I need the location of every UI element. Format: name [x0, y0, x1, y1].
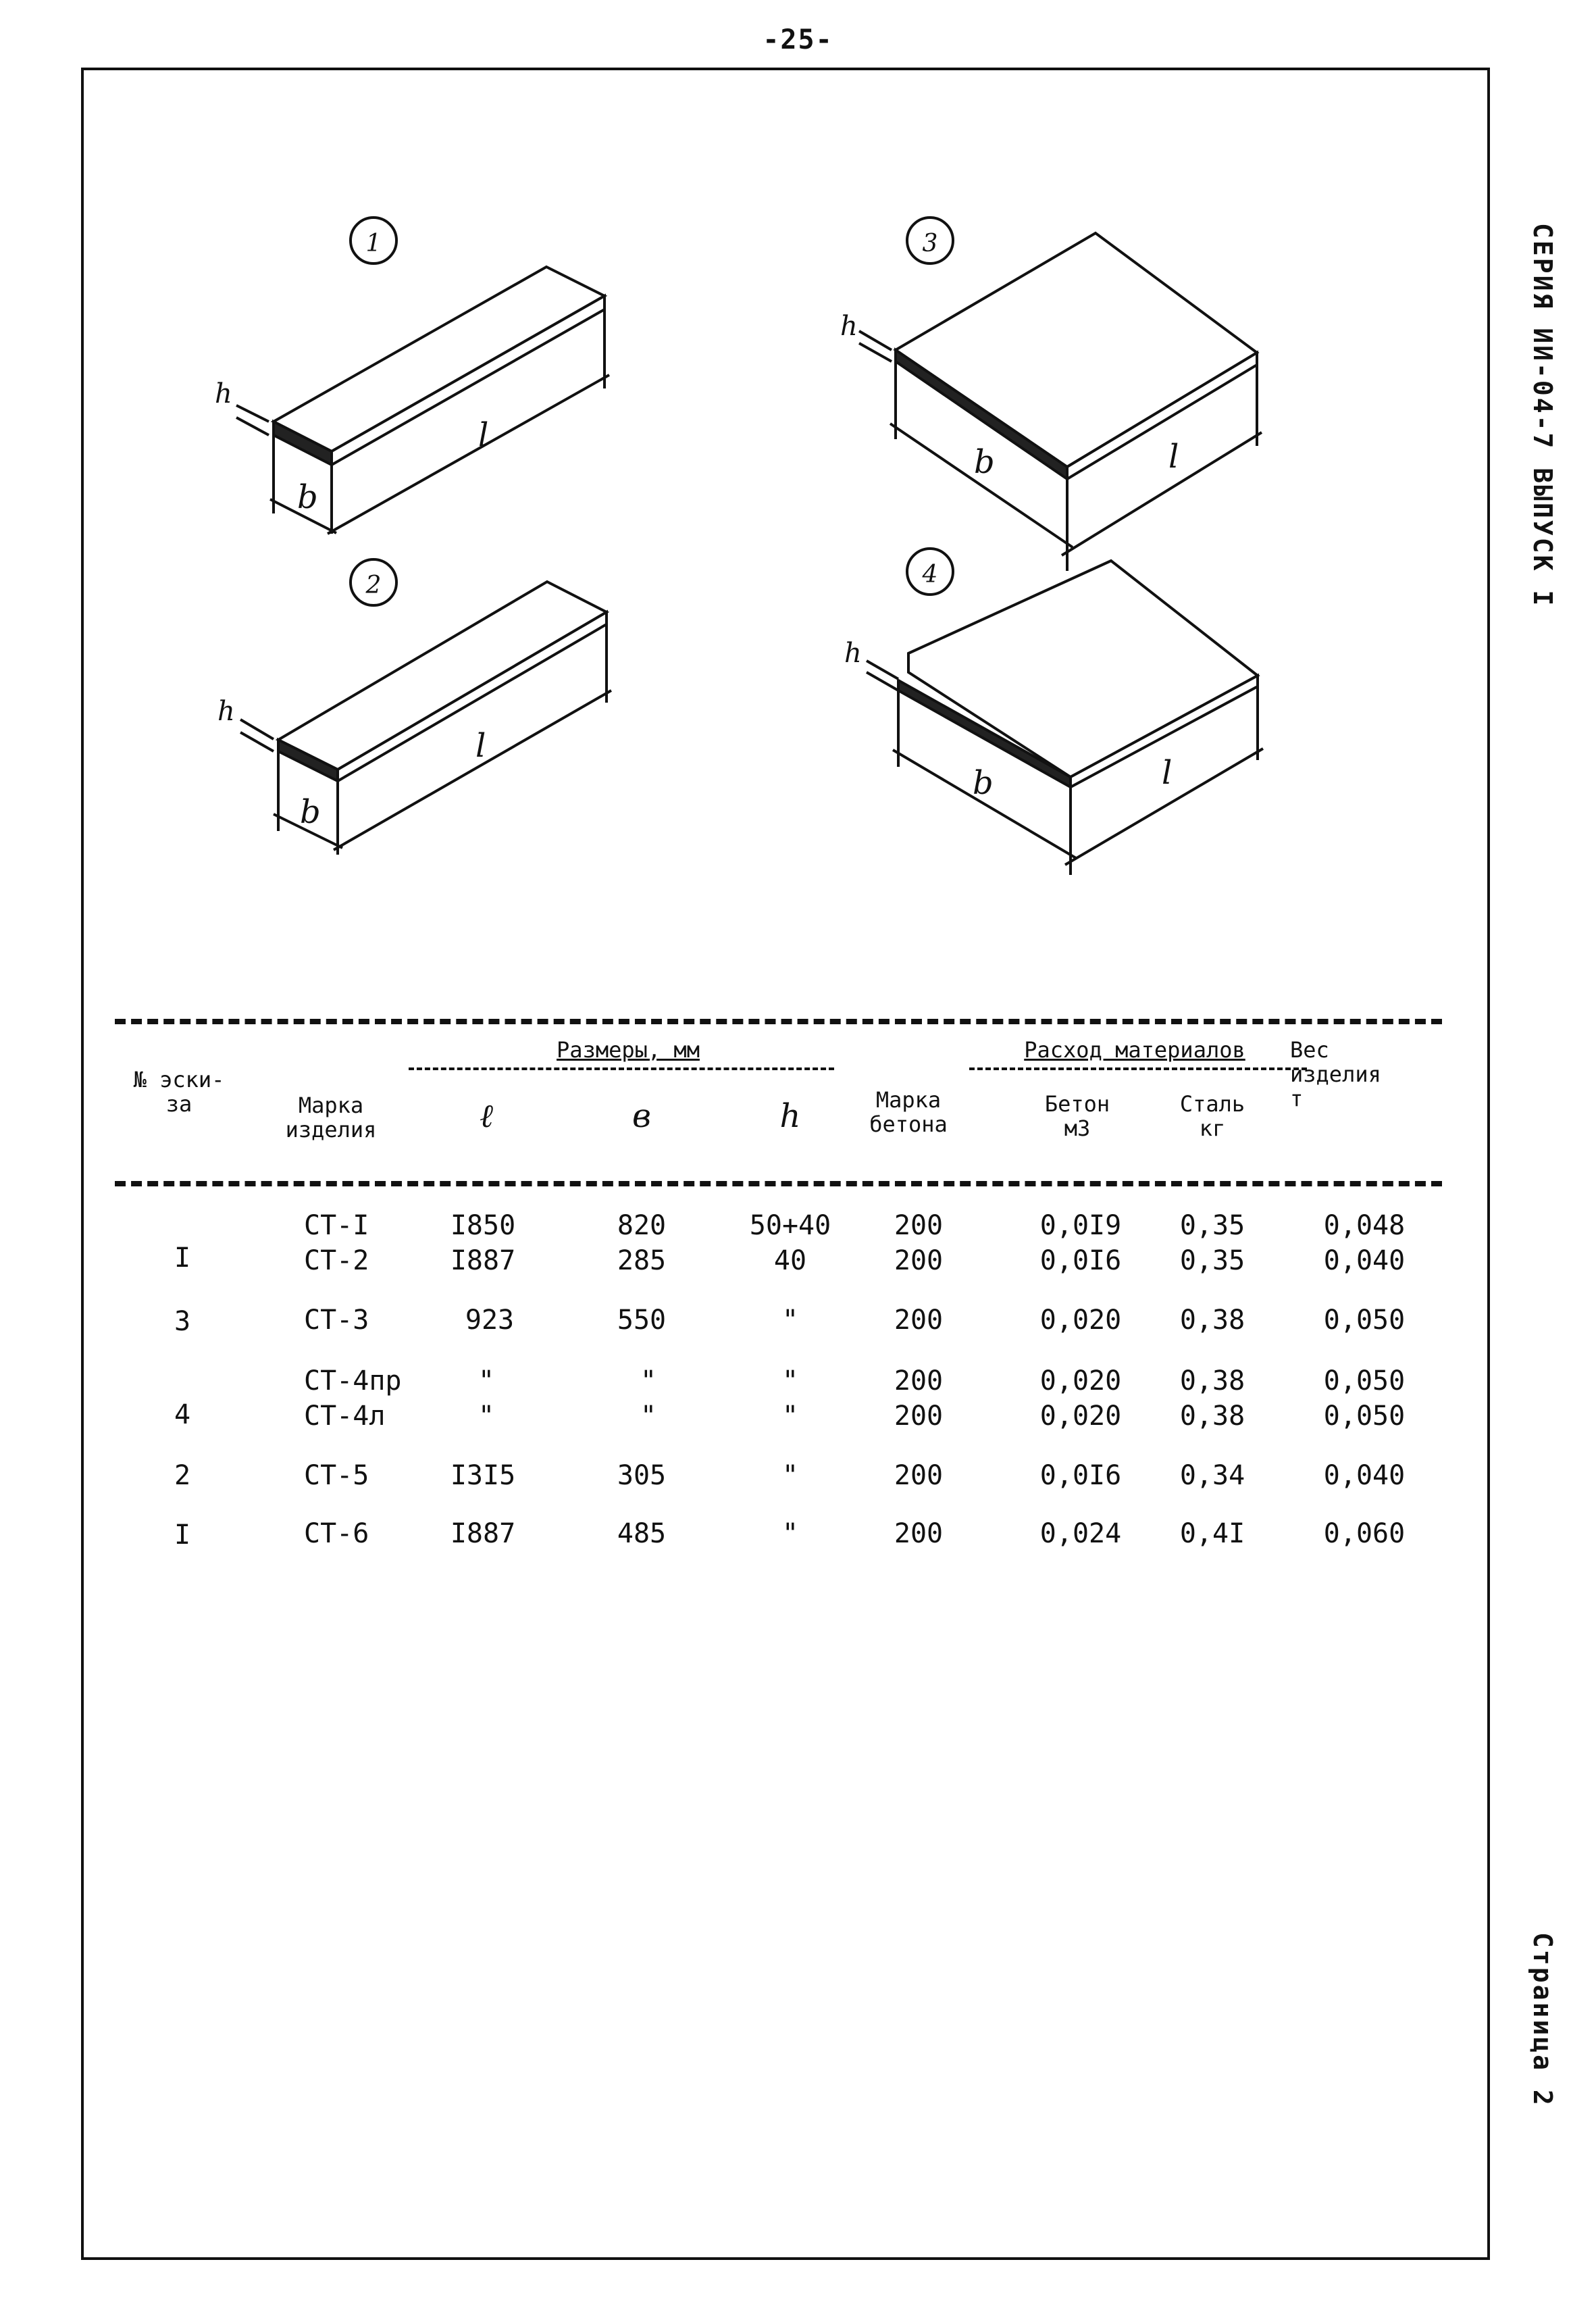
dim-l: 923 — [465, 1305, 515, 1336]
header-steel: Сталь кг — [1179, 1091, 1245, 1141]
sketch-4-h: h — [844, 638, 862, 669]
header-dim-l: ℓ — [480, 1097, 493, 1135]
mark: СТ-3 — [304, 1305, 369, 1336]
dim-b: 485 — [617, 1518, 667, 1549]
dim-l: " — [478, 1401, 495, 1432]
header-sketch-no: № эски- за — [133, 1067, 225, 1117]
concrete-mark: 200 — [894, 1245, 944, 1276]
header-concrete-mark: Марка бетона — [869, 1087, 948, 1137]
concrete-mark: 200 — [894, 1518, 944, 1549]
mark: СТ-4пр — [304, 1365, 402, 1397]
dim-l: " — [478, 1365, 495, 1397]
series-title: СЕРИЯ ИИ-04-7 ВЫПУСК I — [1528, 223, 1558, 608]
sketch-1-slab — [236, 267, 609, 534]
dimensions-group-rule — [409, 1067, 834, 1070]
materials-group-rule — [969, 1067, 1307, 1070]
sketch-4-b: b — [973, 764, 994, 802]
concrete-volume: 0,020 — [1039, 1305, 1122, 1336]
sheet-label: Страница 2 — [1528, 1932, 1558, 2107]
concrete-volume: 0,020 — [1039, 1365, 1122, 1397]
dim-l: I887 — [450, 1245, 516, 1276]
sketch-3-b: b — [974, 443, 995, 481]
header-materials-group: Расход материалов — [1024, 1037, 1245, 1063]
sketch-number: 3 — [174, 1306, 191, 1337]
sketch-number: I — [174, 1519, 191, 1551]
steel-mass: 0,4I — [1179, 1518, 1245, 1549]
dim-b: 305 — [617, 1460, 667, 1491]
concrete-volume: 0,0I9 — [1039, 1210, 1122, 1241]
header-concrete: Бетон м3 — [1044, 1091, 1110, 1141]
sketch-3-h: h — [840, 311, 858, 342]
sketch-2-l: l — [475, 727, 486, 765]
sketch-4-number: 4 — [922, 561, 938, 588]
dim-l: I850 — [450, 1210, 516, 1241]
sketch-4-l: l — [1162, 754, 1173, 792]
concrete-mark: 200 — [894, 1460, 944, 1491]
steel-mass: 0,35 — [1179, 1210, 1245, 1241]
sketch-3-l: l — [1168, 438, 1179, 476]
sketch-3-number: 3 — [922, 230, 938, 257]
page-number: -25- — [763, 24, 833, 55]
dim-h: " — [781, 1460, 799, 1491]
dim-h: " — [781, 1365, 799, 1397]
sketch-1-h: h — [215, 378, 232, 409]
weight: 0,040 — [1323, 1245, 1406, 1276]
mark: СТ-4л — [304, 1401, 386, 1432]
weight: 0,050 — [1323, 1401, 1406, 1432]
table-header-rule — [115, 1181, 1442, 1186]
concrete-volume: 0,020 — [1039, 1401, 1122, 1432]
header-dimensions-group: Размеры, мм — [557, 1037, 700, 1063]
header-dim-b: в — [632, 1097, 651, 1135]
dim-h: " — [781, 1401, 799, 1432]
header-weight: Вес изделия т — [1290, 1037, 1381, 1111]
dim-b: 550 — [617, 1305, 667, 1336]
mark: СТ-6 — [304, 1518, 369, 1549]
sketch-2-h: h — [217, 696, 235, 727]
concrete-mark: 200 — [894, 1401, 944, 1432]
sketch-number: 4 — [174, 1399, 191, 1430]
sketch-number: 2 — [174, 1460, 191, 1491]
mark: СТ-5 — [304, 1460, 369, 1491]
header-mark: Марка изделия — [285, 1092, 377, 1142]
sketch-2-slab — [240, 582, 611, 855]
weight: 0,060 — [1323, 1518, 1406, 1549]
weight: 0,050 — [1323, 1305, 1406, 1336]
sketch-2-number: 2 — [365, 572, 382, 599]
mark: СТ-I — [304, 1210, 369, 1241]
weight: 0,050 — [1323, 1365, 1406, 1397]
sketch-2-b: b — [300, 793, 321, 831]
concrete-mark: 200 — [894, 1210, 944, 1241]
dim-b: " — [640, 1365, 657, 1397]
concrete-volume: 0,0I6 — [1039, 1460, 1122, 1491]
steel-mass: 0,38 — [1179, 1401, 1245, 1432]
sketch-1-b: b — [297, 478, 318, 516]
dim-l: I887 — [450, 1518, 516, 1549]
concrete-mark: 200 — [894, 1305, 944, 1336]
dim-l: I3I5 — [450, 1460, 516, 1491]
dim-h: " — [781, 1305, 799, 1336]
steel-mass: 0,34 — [1179, 1460, 1245, 1491]
concrete-volume: 0,0I6 — [1039, 1245, 1122, 1276]
concrete-volume: 0,024 — [1039, 1518, 1122, 1549]
concrete-mark: 200 — [894, 1365, 944, 1397]
dim-h: 40 — [773, 1245, 807, 1276]
dim-h: " — [781, 1518, 799, 1549]
sketch-number: I — [174, 1242, 191, 1274]
sketch-4-slab — [867, 561, 1263, 875]
steel-mass: 0,38 — [1179, 1365, 1245, 1397]
dim-b: 285 — [617, 1245, 667, 1276]
weight: 0,040 — [1323, 1460, 1406, 1491]
dim-b: 820 — [617, 1210, 667, 1241]
steel-mass: 0,38 — [1179, 1305, 1245, 1336]
dim-h: 50+40 — [749, 1210, 831, 1241]
table-top-rule — [115, 1019, 1442, 1024]
sketch-3-slab — [859, 233, 1262, 571]
mark: СТ-2 — [304, 1245, 369, 1276]
steel-mass: 0,35 — [1179, 1245, 1245, 1276]
weight: 0,048 — [1323, 1210, 1406, 1241]
sketch-1-number: 1 — [365, 230, 382, 257]
header-dim-h: h — [779, 1097, 801, 1135]
sketch-1-l: l — [478, 416, 489, 454]
dim-b: " — [640, 1401, 657, 1432]
